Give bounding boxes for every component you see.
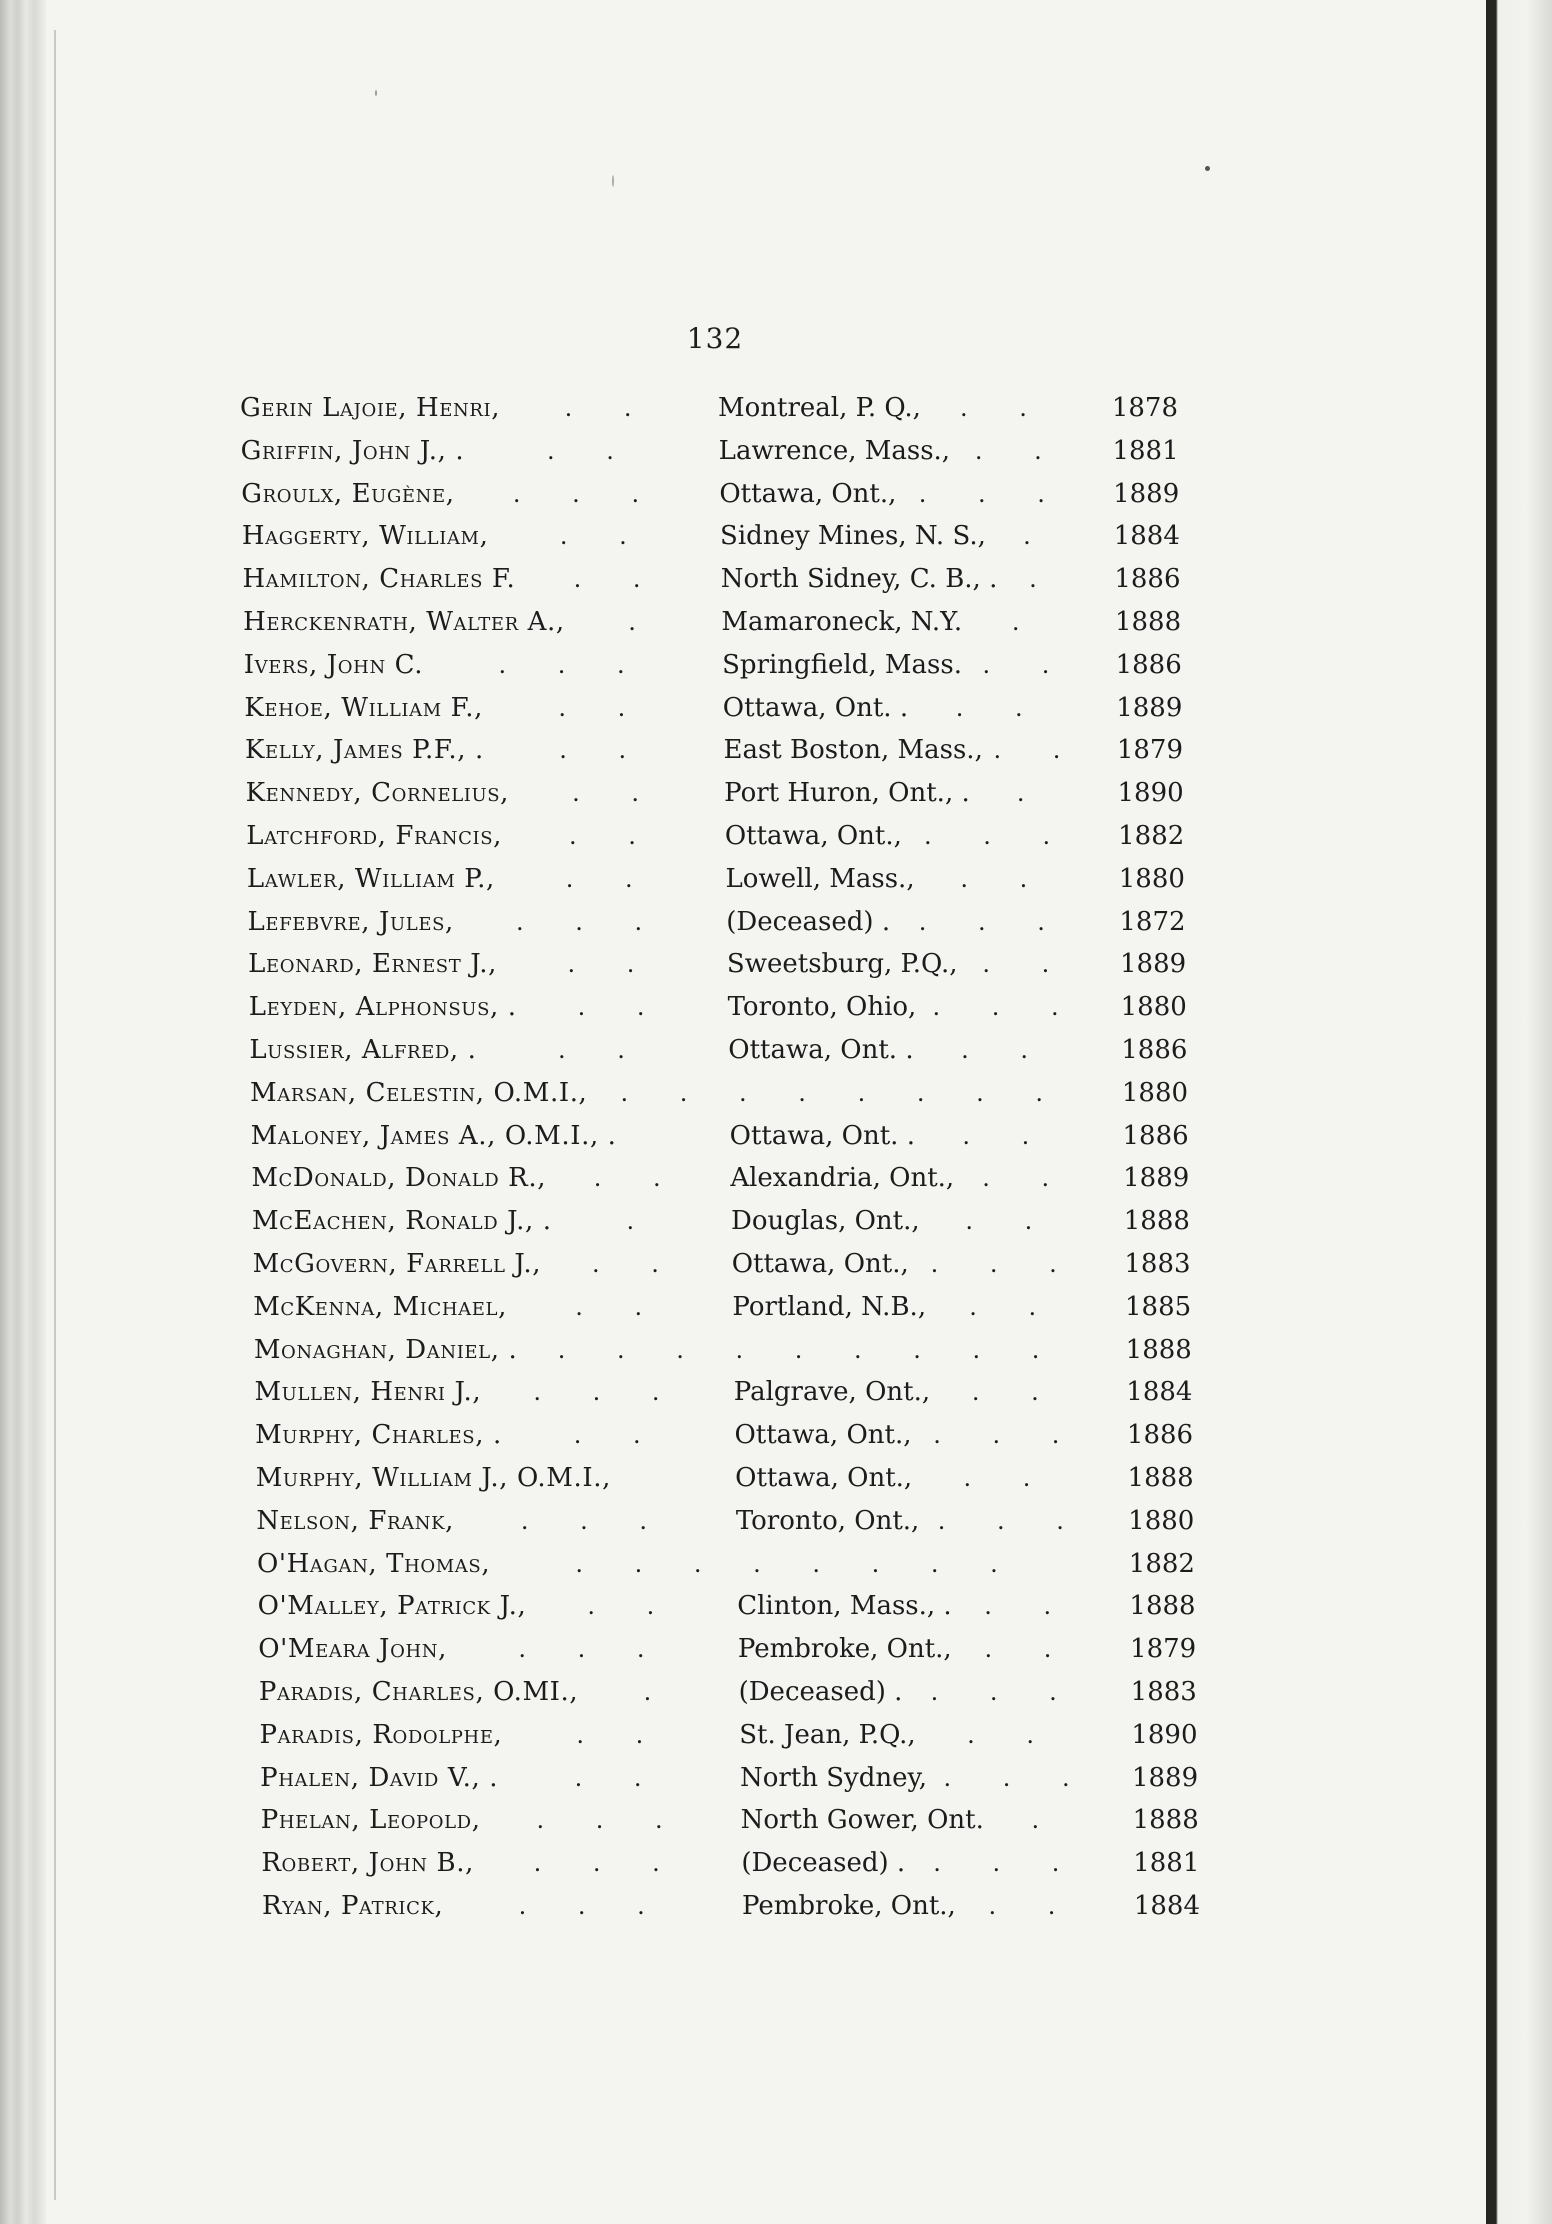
- dot-leader: . . .: [515, 907, 665, 936]
- entry-year: 1881: [1133, 1848, 1200, 1879]
- entry-year: 1882: [1118, 821, 1185, 851]
- entry-year: 1886: [1122, 1120, 1189, 1151]
- entry-place: Ottawa, Ont.,: [734, 1420, 912, 1451]
- dot-leader: . .: [573, 565, 663, 594]
- entry-place: Port Huron, Ont., .: [724, 778, 970, 809]
- entry-place: (Deceased) .: [726, 906, 891, 937]
- dot-leader: .: [1016, 779, 1047, 808]
- entry-name: Mullen, Henri J.,: [254, 1377, 482, 1408]
- entry-name: Leonard, Ernest J.,: [248, 949, 497, 980]
- dot-leader: . .: [567, 950, 657, 979]
- entry-year: 1872: [1119, 906, 1186, 937]
- entry-name: Kennedy, Cornelius,: [245, 778, 510, 809]
- entry-year: 1878: [1111, 393, 1178, 423]
- dot-leader: . .: [559, 736, 649, 765]
- entry-name: Ivers, John C.: [243, 649, 424, 680]
- entry-place: Ottawa, Ont. .: [728, 1035, 914, 1065]
- list-item: [0, 944, 1486, 984]
- entry-year: 1881: [1112, 435, 1179, 466]
- entry-place: Lawrence, Mass.,: [718, 435, 951, 466]
- entry-place: (Deceased) .: [741, 1848, 906, 1879]
- entry-year: 1886: [1121, 1035, 1188, 1065]
- list-item: [0, 1415, 1486, 1455]
- dot-leader: . . . . . . . .: [575, 1549, 1020, 1578]
- list-item: [0, 1287, 1486, 1327]
- dot-leader: . .: [982, 950, 1072, 979]
- list-item: [0, 1330, 1486, 1370]
- entry-year: 1888: [1123, 1206, 1190, 1237]
- dot-leader: .: [643, 1678, 674, 1706]
- entry-place: North Sydney,: [739, 1762, 928, 1793]
- dot-leader: . .: [558, 693, 648, 722]
- dot-leader: . .: [969, 1292, 1059, 1321]
- list-item: [0, 730, 1486, 770]
- entry-year: 1889: [1116, 692, 1183, 723]
- list-item: [0, 431, 1486, 471]
- list-item: [0, 1672, 1486, 1712]
- dot-leader: .: [1031, 1806, 1062, 1835]
- dot-leader: . .: [569, 822, 658, 850]
- dot-leader: . . .: [932, 993, 1081, 1022]
- dot-leader: . .: [962, 1121, 1052, 1150]
- dot-leader: . .: [967, 1720, 1057, 1749]
- dot-leader: . . .: [512, 479, 662, 508]
- dot-leader: . .: [961, 1036, 1050, 1064]
- dot-leader: . .: [576, 1720, 666, 1749]
- dot-leader: . . .: [943, 1763, 1092, 1792]
- dot-leader: . . .: [536, 1806, 685, 1835]
- list-item: [0, 1201, 1486, 1241]
- entry-year: 1886: [1114, 564, 1181, 595]
- dot-leader: . .: [587, 1592, 677, 1621]
- page-gutter-shadow: [1486, 0, 1496, 2224]
- list-item: [0, 1800, 1486, 1840]
- entry-place: North Gower, Ont.: [740, 1805, 984, 1836]
- entry-year: 1883: [1130, 1677, 1197, 1707]
- entry-name: McDonald, Donald R.,: [251, 1163, 547, 1194]
- dot-leader: . . . . . . . . .: [557, 1335, 1062, 1364]
- list-item: [0, 1715, 1486, 1755]
- list-item: [0, 1030, 1486, 1070]
- list-item: [0, 388, 1486, 428]
- dot-leader: . .: [572, 779, 662, 808]
- entry-name: Latchford, Francis,: [246, 821, 503, 851]
- dot-leader: . . . . . . . .: [620, 1078, 1065, 1107]
- entry-year: 1886: [1115, 649, 1182, 680]
- dot-leader: .: [1023, 522, 1053, 551]
- dot-leader: . .: [984, 1635, 1074, 1664]
- dot-leader: . . .: [924, 822, 1073, 850]
- dot-leader: . .: [559, 522, 649, 551]
- entry-year: 1879: [1116, 735, 1184, 766]
- list-item: [0, 1501, 1486, 1541]
- dot-leader: .: [1011, 608, 1042, 636]
- entry-place: Ottawa, Ont.,: [731, 1249, 909, 1279]
- entry-place: Toronto, Ont.,: [735, 1505, 920, 1536]
- dot-leader: .: [628, 608, 658, 636]
- list-item: [0, 474, 1486, 514]
- entry-year: 1890: [1117, 778, 1184, 809]
- dot-leader: . .: [557, 1036, 647, 1064]
- entry-year: 1889: [1123, 1163, 1190, 1194]
- dot-leader: . . .: [933, 1421, 1082, 1450]
- entry-name: Griffin, John J., .: [240, 435, 465, 466]
- entry-year: 1879: [1130, 1634, 1197, 1665]
- list-item: [0, 859, 1486, 899]
- list-item: [0, 1544, 1486, 1584]
- entry-name: McKenna, Michael,: [253, 1291, 507, 1322]
- entry-place: Montreal, P. Q.,: [718, 393, 921, 423]
- entry-name: Lawler, William P.,: [246, 863, 495, 894]
- dot-leader: . . .: [930, 1250, 1079, 1278]
- list-item: [0, 1586, 1486, 1626]
- entry-place: Sidney Mines, N. S.,: [720, 521, 986, 552]
- list-item: [0, 645, 1486, 685]
- entry-year: 1883: [1124, 1249, 1191, 1279]
- dot-leader: . .: [575, 1292, 665, 1321]
- entry-name: Murphy, William J., O.M.I.,: [255, 1463, 611, 1493]
- list-item: [0, 688, 1486, 728]
- entry-place: Mamaroneck, N.Y.: [721, 607, 963, 637]
- list-item: [0, 1073, 1486, 1113]
- entry-year: 1880: [1118, 863, 1185, 894]
- entry-year: 1880: [1128, 1505, 1195, 1536]
- entry-place: Toronto, Ohio,: [727, 992, 917, 1023]
- entry-name: Murphy, Charles, .: [255, 1420, 502, 1451]
- entry-place: St. Jean, P.Q.,: [739, 1719, 916, 1750]
- entry-year: 1888: [1114, 607, 1182, 637]
- entry-place: Springfield, Mass.: [722, 649, 962, 680]
- dot-leader: . .: [971, 1378, 1061, 1407]
- entry-name: Robert, John B.,: [261, 1848, 474, 1879]
- dot-leader: . .: [565, 864, 655, 893]
- dot-leader: . .: [988, 1892, 1078, 1920]
- entry-year: 1889: [1131, 1762, 1199, 1793]
- entry-place: Ottawa, Ont. .: [722, 692, 909, 723]
- entry-year: 1886: [1126, 1420, 1194, 1451]
- entry-place: Pembroke, Ont.,: [737, 1634, 952, 1665]
- entry-name: Maloney, James A., O.M.I., .: [250, 1120, 617, 1151]
- entry-year: 1889: [1119, 949, 1187, 980]
- list-item: [0, 1886, 1486, 1926]
- entry-year: 1885: [1125, 1291, 1192, 1322]
- entry-year: 1884: [1113, 521, 1180, 552]
- list-item: [0, 902, 1486, 942]
- entry-name: Leyden, Alphonsus, .: [248, 992, 517, 1023]
- entry-year: 1880: [1121, 1077, 1189, 1108]
- dot-leader: . .: [974, 436, 1064, 465]
- entry-name: O'Meara John,: [258, 1634, 447, 1665]
- entry-name: Nelson, Frank,: [256, 1505, 454, 1536]
- dot-leader: . . .: [930, 1678, 1079, 1706]
- dot-leader: . . .: [498, 650, 647, 679]
- entry-place: East Boston, Mass.,: [723, 735, 983, 766]
- list-item: [0, 987, 1486, 1027]
- dot-leader: . .: [577, 993, 667, 1022]
- entry-name: Paradis, Charles, O.MI.,: [258, 1677, 579, 1707]
- list-item: [0, 1629, 1486, 1669]
- dot-leader: . .: [960, 864, 1050, 893]
- dot-leader: . . .: [520, 1506, 669, 1535]
- entry-year: 1888: [1129, 1591, 1196, 1622]
- dot-leader: . .: [593, 1164, 683, 1193]
- entry-name: Hamilton, Charles F.: [242, 564, 516, 595]
- dot-leader: . .: [591, 1250, 681, 1278]
- entry-name: Phelan, Leopold,: [260, 1805, 481, 1836]
- list-item: [0, 1372, 1486, 1412]
- entry-place: Sweetsburg, P.Q.,: [726, 949, 958, 980]
- entry-place: Pembroke, Ont.,: [742, 1891, 956, 1921]
- entry-place: Ottawa, Ont.,: [735, 1463, 913, 1493]
- dot-leader: . . .: [918, 479, 1067, 508]
- dot-leader: . .: [573, 1421, 663, 1450]
- dot-leader: . .: [960, 394, 1049, 422]
- dot-leader: .: [626, 1207, 657, 1236]
- dot-leader: . . .: [533, 1378, 682, 1407]
- entry-name: Marsan, Celestin, O.M.I.,: [250, 1077, 588, 1108]
- entry-year: 1888: [1127, 1463, 1194, 1493]
- entry-name: McGovern, Farrell J.,: [252, 1249, 542, 1279]
- dot-leader: .: [1029, 565, 1059, 594]
- entry-place: Portland, N.B.,: [732, 1291, 927, 1322]
- dot-leader: . . .: [937, 1506, 1086, 1535]
- entry-name: Gerin Lajoie, Henri,: [240, 393, 501, 423]
- entry-year: 1884: [1133, 1891, 1200, 1921]
- dot-leader: . .: [564, 394, 654, 422]
- entry-name: McEachen, Ronald J., .: [251, 1206, 552, 1237]
- dot-leader: . . .: [518, 1635, 667, 1664]
- dot-leader: . .: [982, 1164, 1072, 1193]
- dot-leader: . .: [965, 1207, 1055, 1236]
- entry-place: Alexandria, Ont.,: [730, 1163, 955, 1194]
- entry-name: O'Hagan, Thomas,: [256, 1548, 491, 1579]
- entry-place: Clinton, Mass., .: [737, 1591, 952, 1622]
- list-item: [0, 816, 1486, 856]
- entry-name: Herckenrath, Walter A.,: [243, 607, 565, 637]
- dot-leader: . .: [955, 693, 1045, 722]
- entry-place: Ottawa, Ont. .: [729, 1120, 915, 1151]
- entry-name: Kelly, James P.F., .: [245, 735, 484, 766]
- list-item: [0, 773, 1486, 813]
- dot-leader: . . .: [918, 907, 1067, 936]
- entry-place: Ottawa, Ont.,: [719, 478, 897, 509]
- entry-place: Ottawa, Ont.,: [724, 821, 902, 851]
- page-number: 132: [686, 322, 744, 355]
- entry-name: Monaghan, Daniel, .: [253, 1334, 518, 1365]
- entry-year: 1888: [1132, 1805, 1199, 1836]
- entry-place: North Sidney, C. B., .: [720, 564, 998, 595]
- entry-name: Lefebvre, Jules,: [247, 906, 454, 937]
- entry-name: Groulx, Eugène,: [241, 478, 455, 509]
- dot-leader: . .: [993, 736, 1083, 765]
- list-item: [0, 559, 1486, 599]
- entry-name: Paradis, Rodolphe,: [259, 1719, 503, 1750]
- entry-name: Haggerty, William,: [241, 521, 489, 552]
- entry-year: 1889: [1113, 478, 1180, 509]
- dot-leader: . .: [963, 1464, 1053, 1492]
- dot-leader: . .: [574, 1763, 664, 1792]
- dot-leader: . .: [984, 1592, 1074, 1621]
- list-item: [0, 1244, 1486, 1284]
- entry-name: Phalen, David V., .: [260, 1762, 499, 1793]
- list-item: [0, 602, 1486, 642]
- list-item: [0, 1158, 1486, 1198]
- entry-year: 1882: [1128, 1548, 1195, 1579]
- entry-place: Douglas, Ont.,: [731, 1206, 920, 1237]
- list-item: [0, 1458, 1486, 1498]
- list-item: [0, 516, 1486, 556]
- list-item: [0, 1116, 1486, 1156]
- list-item: [0, 1758, 1486, 1798]
- dot-leader: . . .: [533, 1849, 682, 1878]
- entry-place: Palgrave, Ont.,: [733, 1377, 931, 1408]
- list-item: [0, 1843, 1486, 1883]
- entry-year: 1884: [1126, 1377, 1193, 1408]
- dot-leader: . .: [982, 650, 1072, 679]
- entry-name: Lussier, Alfred, .: [249, 1035, 477, 1065]
- entry-place: Lowell, Mass.,: [725, 863, 915, 894]
- dot-leader: . . .: [933, 1849, 1082, 1878]
- entry-year: 1888: [1125, 1334, 1192, 1365]
- dot-leader: . .: [546, 436, 636, 465]
- entry-name: O'Malley, Patrick J.,: [257, 1591, 527, 1622]
- entry-year: 1890: [1131, 1719, 1198, 1750]
- entry-year: 1880: [1120, 992, 1187, 1023]
- entry-name: Kehoe, William F.,: [244, 692, 483, 723]
- entry-place: (Deceased) .: [738, 1677, 903, 1707]
- entry-name: Ryan, Patrick,: [262, 1891, 444, 1921]
- dot-leader: . . .: [518, 1892, 667, 1920]
